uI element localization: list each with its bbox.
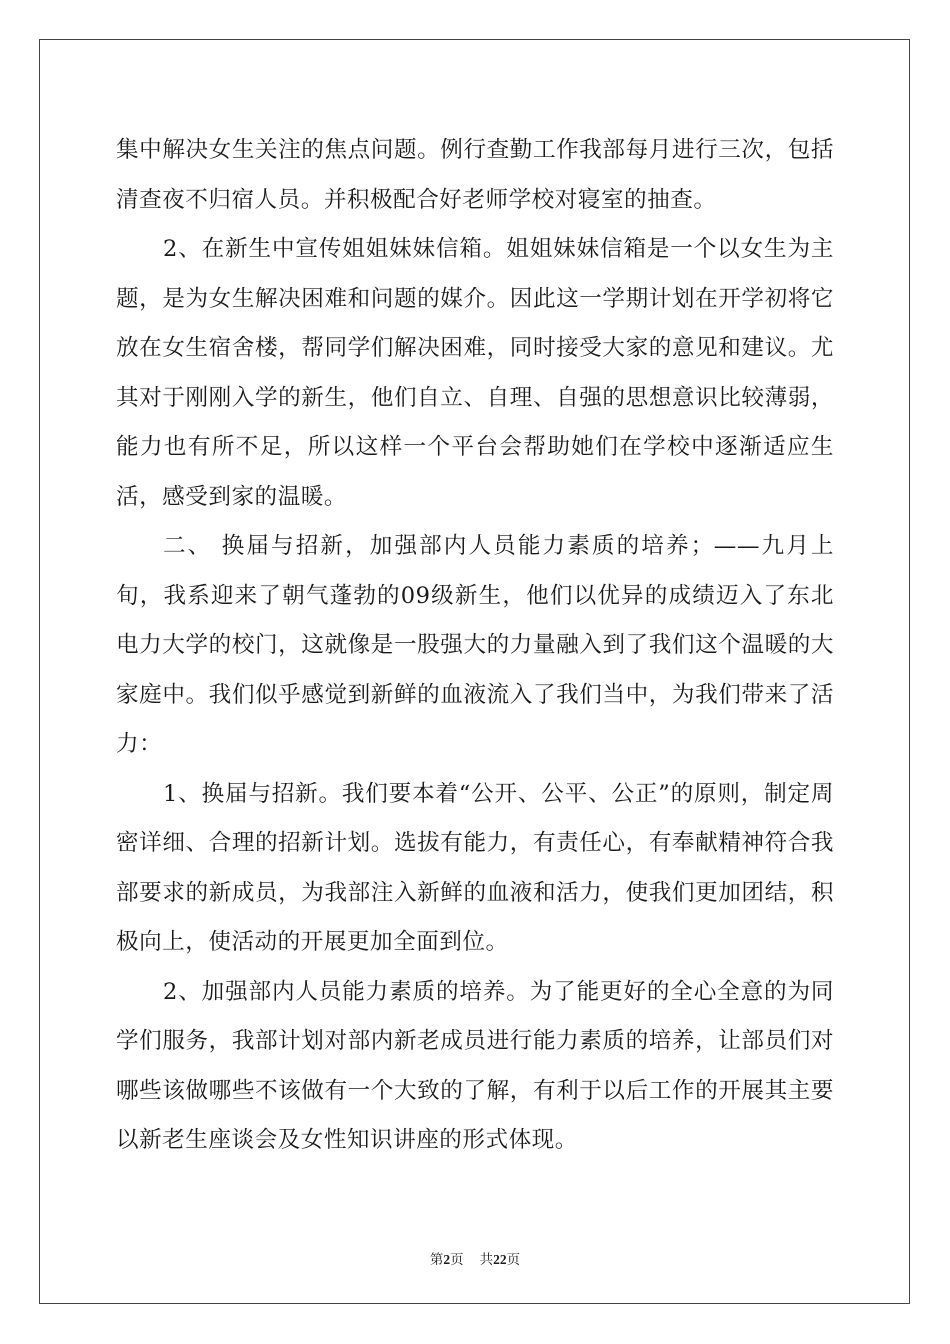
paragraph-2: 2、在新生中宣传姐姐妹妹信箱。姐姐妹妹信箱是一个以女生为主题，是为女生解决困难和问题的媒介。因此这一学期计划在开学初将它放在女生宿舍楼，帮同学们解决困难，同时接受大家的意见和建议。尤其对于刚刚入学的新生，他们自立、自理、自强的思想意识比较薄弱，能力也有所不足，所以这样一个平台会帮助她们在学校中逐渐适应生活，感受到家的温暖。 bbox=[116, 236, 834, 510]
total-prefix: 共 bbox=[479, 1252, 494, 1268]
document-body bbox=[116, 126, 834, 1166]
page-prefix: 第 bbox=[429, 1252, 444, 1268]
paragraph-4: 1、换届与招新。我们要本着“公开、公平、公正”的原则，制定周密详细、合理的招新计划。选拔有能力，有责任心，有奉献精神符合我部要求的新成员，为我部注入新鲜的血液和活力，使我们更加团结，积极向上，使活动的开展更加全面到位。 bbox=[116, 780, 834, 955]
page-footer bbox=[0, 1248, 950, 1268]
paragraph-3: 二、 换届与招新，加强部内人员能力素质的培养；——九月上旬，我系迎来了朝气蓬勃的09级新生，他们以优异的成绩迈入了东北电力大学的校门，这就像是一股强大的力量融入到了我们这个温暖的大家庭中。我们似乎感觉到新鲜的血液流入了我们当中，为我们带来了活力： bbox=[116, 533, 834, 757]
total-pages-number: 22 bbox=[493, 1252, 507, 1267]
page-suffix: 页 bbox=[450, 1252, 464, 1268]
current-page-number: 2 bbox=[443, 1252, 451, 1267]
paragraph-1: 集中解决女生关注的焦点问题。例行查勤工作我部每月进行三次，包括清查夜不归宿人员。并积极配合好老师学校对寝室的抽查。 bbox=[116, 137, 834, 213]
total-suffix: 页 bbox=[506, 1252, 521, 1268]
paragraph-5: 2、加强部内人员能力素质的培养。为了能更好的全心全意的为同学们服务，我部计划对部内新老成员进行能力素质的培养，让部员们对哪些该做哪些不该做有一个大致的了解，有利于以后工作的开展其主要以新老生座谈会及女性知识讲座的形式体现。 bbox=[116, 978, 834, 1153]
